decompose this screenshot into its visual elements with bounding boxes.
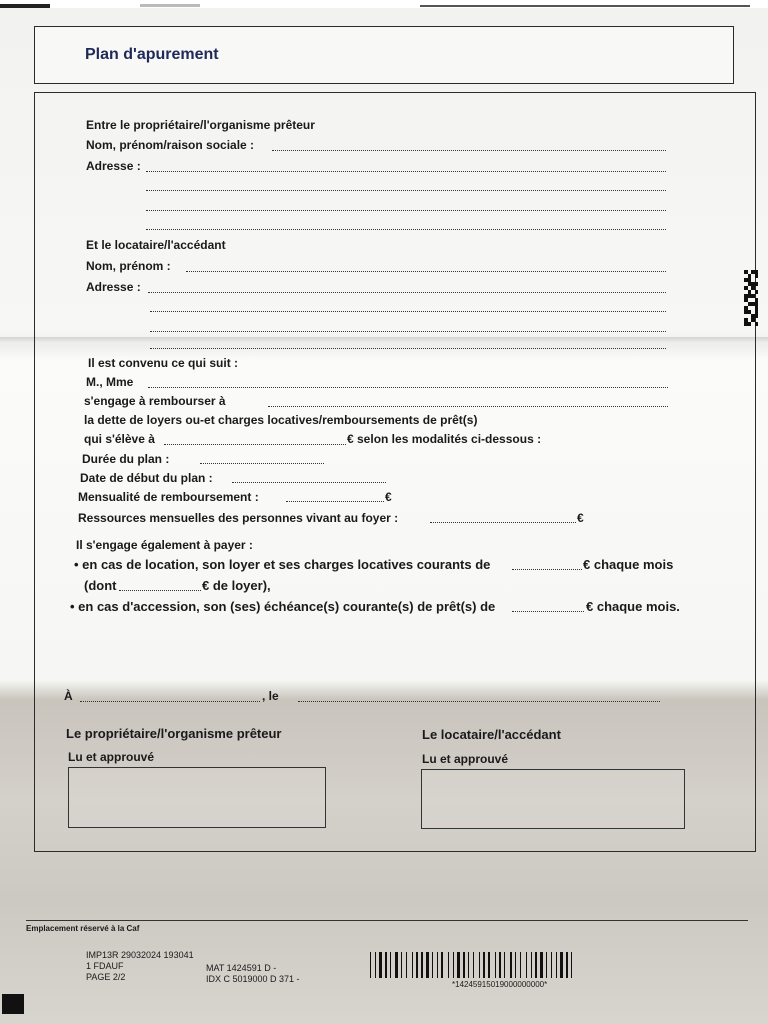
resources-field[interactable] [430,522,576,523]
barcode-bar [421,952,423,978]
print-code: IMP13R 29032024 193041 [86,950,194,960]
barcode-bar [475,952,478,978]
barcode-bar [406,952,407,978]
barcode-bar [502,952,503,978]
barcode-bar [573,952,575,978]
barcode-bar [379,952,382,978]
rent-dont-prefix: (dont [84,578,117,593]
barcode-bar [540,952,543,978]
owner-signature-box[interactable] [68,767,326,828]
tenant-signature-title: Le locataire/l'accédant [422,727,561,742]
barcode-bar [558,952,559,978]
debt-text: la dette de loyers ou-et charges locatives/remboursements de prêt(s) [84,413,478,427]
barcode-bar [455,952,456,978]
engage-field[interactable] [268,406,668,407]
barcode-bar [395,952,398,978]
date-field[interactable] [298,701,660,702]
barcode-bar [548,952,550,978]
owner-address-field[interactable] [146,171,666,172]
rent-dont-suffix: € de loyer), [202,578,271,593]
barcode-bar [388,952,389,978]
also-heading: Il s'engage également à payer : [76,538,253,552]
barcode-bar [416,952,418,978]
owner-approved-label: Lu et approuvé [68,750,155,764]
tenant-approved-label: Lu et approuvé [422,752,509,766]
barcode-text: *14245915019000000000* [452,980,548,989]
barcode-bar [470,952,472,978]
agreement-intro: Il est convenu ce qui suit : [88,356,239,370]
owner-signature-title: Le propriétaire/l'organisme prêteur [66,726,282,741]
barcode-bar [468,952,469,978]
registration-mark [2,994,24,1014]
footer-rule [26,920,748,921]
resources-label: Ressources mensuelles des personnes vivant au foyer : [78,511,399,525]
barcode-bar [426,952,429,978]
barcode-bar [444,952,447,978]
barcode-bar [403,952,405,978]
barcode-bar [432,952,433,978]
start-date-field[interactable] [232,482,386,483]
barcode [370,952,664,978]
barcode-bar [401,952,402,978]
amount-suffix: € selon les modalités ci-dessous : [347,432,542,446]
tenant-heading: Et le locataire/l'accédant [86,238,226,252]
barcode-bar [495,952,496,978]
barcode-bar [526,952,527,978]
barcode-bar [385,952,387,978]
title-box [34,26,734,84]
barcode-bar [483,952,485,978]
tenant-signature-box[interactable] [421,769,685,829]
owner-address-field[interactable] [146,190,666,191]
barcode-bar [520,952,521,978]
page-title: Plan d'apurement [85,46,219,63]
tenant-name-field[interactable] [186,271,666,272]
barcode-bar [453,952,454,978]
start-label: Date de début du plan : [80,471,213,485]
owner-address-label: Adresse : [86,159,141,173]
engage-label: s'engage à rembourser à [84,394,226,408]
barcode-bar [479,952,480,978]
rent-bullet-suffix: € chaque mois [583,557,674,572]
duration-label: Durée du plan : [82,452,170,466]
barcode-bar [504,952,505,978]
barcode-bar [412,952,413,978]
loan-bullet-suffix: € chaque mois. [586,599,680,614]
barcode-bar [370,952,371,978]
monthly-euro: € [385,490,392,504]
amount-field[interactable] [164,444,346,445]
mme-label: M., Mme [86,375,134,389]
barcode-bar [434,952,436,978]
barcode-bar [513,952,514,978]
owner-name-label: Nom, prénom/raison sociale : [86,138,255,152]
barcode-bar [466,952,467,978]
barcode-bar [463,952,465,978]
barcode-bar [390,952,391,978]
barcode-bar [441,952,443,978]
barcode-bar [551,952,552,978]
barcode-bar [566,952,568,978]
duration-field[interactable] [200,463,324,464]
mat-code: MAT 1424591 D - [206,963,277,973]
top-edge-rule [420,5,750,7]
barcode-bar [533,952,534,978]
datamatrix-cell [755,322,759,326]
barcode-bar [392,952,394,978]
tenant-name-label: Nom, prénom : [86,259,171,273]
fdauf-code: 1 FDAUF [86,961,124,971]
barcode-bar [481,952,482,978]
barcode-bar [372,952,374,978]
barcode-bar [488,952,490,978]
owner-address-field[interactable] [146,210,666,211]
barcode-bar [383,952,384,978]
barcode-bar [535,952,537,978]
barcode-bar [538,952,539,978]
tenant-address-field[interactable] [150,331,666,332]
barcode-bar [564,952,565,978]
barcode-bar [546,952,547,978]
tenant-address-field[interactable] [150,348,666,349]
barcode-bar [375,952,376,978]
rent-bullet-prefix: • en cas de location, son loyer et ses charges locatives courants de [74,557,491,572]
barcode-bar [486,952,487,978]
barcode-bar [430,952,431,978]
barcode-bar [414,952,415,978]
reserved-label: Emplacement réservé à la Caf [26,924,140,933]
barcode-bar [571,952,572,978]
barcode-bar [399,952,400,978]
barcode-bar [408,952,411,978]
barcode-bar [499,952,501,978]
barcode-bar [517,952,519,978]
barcode-bar [506,952,509,978]
barcode-bar [419,952,420,978]
loan-bullet-prefix: • en cas d'accession, son (ses) échéance(s) courante(s) de prêt(s) de [70,599,496,614]
barcode-bar [544,952,545,978]
barcode-bar [497,952,498,978]
place-label: À [64,689,73,703]
barcode-bar [522,952,525,978]
amount-prefix: qui s'élève à [84,432,155,446]
barcode-bar [450,952,452,978]
rent-dont-field[interactable] [119,590,201,591]
barcode-bar [439,952,440,978]
barcode-bar [491,952,494,978]
barcode-bar [448,952,449,978]
tenant-address-label: Adresse : [86,280,141,294]
idx-code: IDX C 5019000 D 371 - [206,974,300,984]
owner-heading: Entre le propriétaire/l'organisme prêteur [86,118,315,132]
loan-amount-field[interactable] [512,611,584,612]
datamatrix-code [744,270,758,326]
barcode-bar [528,952,530,978]
barcode-bar [510,952,512,978]
owner-name-field[interactable] [272,150,666,151]
barcode-bar [515,952,516,978]
page-number: PAGE 2/2 [86,972,126,982]
monthly-label: Mensualité de remboursement : [78,490,259,504]
barcode-bar [569,952,570,978]
tenant-address-field[interactable] [148,292,666,293]
place-field[interactable] [80,701,260,702]
rent-amount-field[interactable] [512,569,582,570]
top-edge-mark [140,4,200,7]
tenant-address-field[interactable] [150,311,666,312]
barcode-bar [556,952,557,978]
mme-field[interactable] [148,387,668,388]
date-label: , le [262,689,279,703]
barcode-bar [531,952,532,978]
barcode-bar [424,952,425,978]
barcode-bar [377,952,378,978]
owner-address-field[interactable] [146,229,666,230]
barcode-bar [553,952,555,978]
barcode-bar [437,952,438,978]
monthly-field[interactable] [286,501,384,502]
barcode-bar [560,952,563,978]
top-edge-mark [0,4,50,8]
barcode-bar [457,952,460,978]
barcode-bar [473,952,474,978]
resources-euro: € [577,511,584,525]
barcode-bar [461,952,462,978]
